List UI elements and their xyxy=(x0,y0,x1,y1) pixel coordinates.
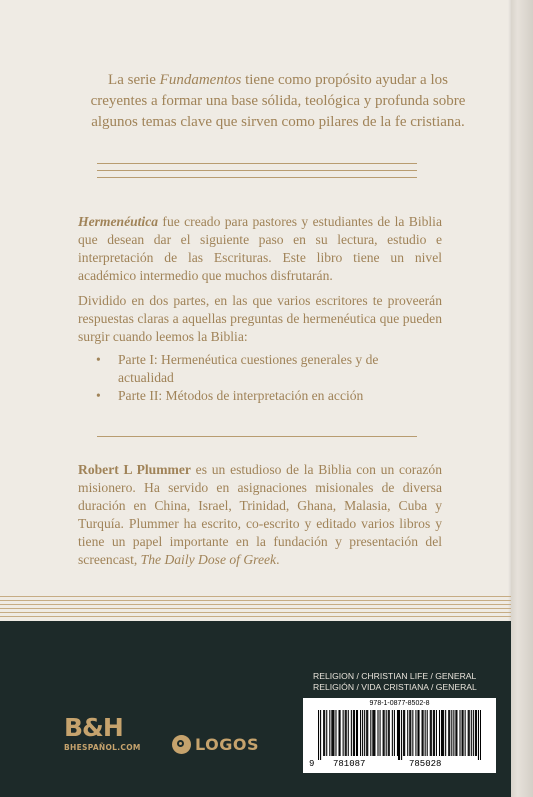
barcode-bar xyxy=(471,710,472,756)
description-text: fue creado para pastores y estudiantes de la Biblia que desean dar el siguiente paso en su lectura, estudio e interpretación de las Escrituras. Este libro tiene un nivel académico intermedio que muchos disfrutarán. xyxy=(78,214,442,283)
book-spine xyxy=(511,0,533,797)
author-name: Robert L Plummer xyxy=(78,462,191,477)
barcode-bar xyxy=(324,710,325,756)
barcode-bar xyxy=(403,710,404,756)
barcode-bar xyxy=(348,710,349,756)
barcode-bar xyxy=(436,710,437,756)
barcode-bar xyxy=(448,710,449,756)
barcode-bar xyxy=(473,710,474,756)
barcode-bar xyxy=(353,710,354,756)
author-paragraph xyxy=(78,461,442,569)
barcode-bar xyxy=(430,710,431,756)
barcode-bar xyxy=(401,710,402,760)
series-name: Fundamentos xyxy=(159,72,242,88)
list-item xyxy=(96,351,436,387)
barcode-bar xyxy=(407,710,408,756)
bh-publisher-logo xyxy=(64,713,141,752)
barcode-bar xyxy=(367,710,368,756)
barcode-bar xyxy=(476,710,477,756)
barcode-bar xyxy=(434,710,435,756)
author-bio-text: es un estudioso de la Biblia con un corazón misionero. Ha servido en asignaciones misionales de diversa duración en China, Israel, Trinidad, Ghana, Malasia, Cuba y Turquía. Plummer ha escrito, co-escrito y editado varios libros y tiene un papel importante en la fundación y presentación del screencast, xyxy=(78,462,442,567)
barcode-bar xyxy=(351,710,352,756)
barcode-bar xyxy=(362,710,363,756)
bottom-divider xyxy=(0,596,511,620)
barcode-bar xyxy=(463,710,464,756)
part-one-label: Parte I: Hermenéutica cuestiones generales y de actualidad xyxy=(118,352,379,385)
barcode-bar xyxy=(422,710,423,756)
barcode-bar xyxy=(439,710,440,756)
barcode-bar xyxy=(423,710,424,756)
category-english: RELIGION / CHRISTIAN LIFE / GENERAL xyxy=(313,671,477,681)
barcode-bar xyxy=(370,710,371,756)
barcode-bar xyxy=(468,710,469,756)
barcode-digits-left: 781087 xyxy=(333,759,366,769)
barcode-bar xyxy=(415,710,416,756)
barcode-bars xyxy=(318,710,481,760)
barcode-bar xyxy=(459,710,460,756)
barcode-bar xyxy=(332,710,333,756)
barcode-bar xyxy=(384,710,385,756)
barcode-bar xyxy=(374,710,375,756)
intro-text-start: La serie xyxy=(108,72,160,88)
barcode-bar xyxy=(431,710,432,756)
bh-logo-mark: B&H xyxy=(64,713,123,742)
barcode-bar xyxy=(326,710,327,756)
barcode-bar xyxy=(442,710,443,756)
barcode-bar xyxy=(373,710,374,756)
barcode-bar xyxy=(398,710,399,760)
intro-text-end: tiene como propósito ayudar a los creyentes a formar una base sólida, teológica y profunda sobre algunos temas clave que sirven como pilares de la fe cristiana. xyxy=(90,72,466,130)
barcode-bar xyxy=(346,710,347,756)
barcode-bar xyxy=(364,710,365,756)
publisher-website: BHESPAÑOL.COM xyxy=(64,743,141,752)
barcode-bar xyxy=(377,710,378,756)
barcode-bar xyxy=(412,710,413,756)
part-two-label: Parte II: Métodos de interpretación en acción xyxy=(118,388,364,403)
logos-wordmark: LOGOS xyxy=(195,734,259,754)
series-intro xyxy=(78,70,478,133)
barcode-bar xyxy=(451,710,452,756)
barcode-bar xyxy=(320,710,321,760)
divider-top-3 xyxy=(97,177,417,178)
barcode-bar xyxy=(333,710,334,756)
barcode-bar xyxy=(465,710,466,756)
barcode-digits-right: 785028 xyxy=(409,759,442,769)
barcode-bar xyxy=(323,710,324,756)
barcode-bar xyxy=(409,710,410,756)
barcode-bar xyxy=(340,710,341,756)
barcode-bar xyxy=(360,710,361,756)
author-bio-end: . xyxy=(276,552,280,567)
barcode-bar xyxy=(339,710,340,756)
isbn-number: 978-1-0877-8502-8 xyxy=(369,700,430,707)
parts-intro xyxy=(78,292,442,346)
barcode-bar xyxy=(386,710,387,756)
barcode-digit-lead: 9 xyxy=(309,759,315,769)
parts-intro-text: Dividido en dos partes, en las que varios escritores te proveerán respuestas claras a aquellas preguntas de hermenéutica que pueden surgir cuando leemos la Biblia: xyxy=(78,293,442,344)
barcode-bar xyxy=(453,710,454,756)
isbn-barcode xyxy=(303,698,496,773)
barcode-bar xyxy=(417,710,418,756)
barcode-bar xyxy=(425,710,426,756)
barcode-bar xyxy=(345,710,346,756)
barcode-bar xyxy=(388,710,389,756)
barcode-bar xyxy=(356,710,357,756)
barcode-bar xyxy=(410,710,411,756)
screencast-title: The Daily Dose of Greek xyxy=(140,552,277,567)
barcode-bar xyxy=(329,710,330,756)
barcode-bar xyxy=(462,710,463,756)
parts-list xyxy=(96,351,436,405)
barcode-bar xyxy=(372,710,373,756)
barcode-bar xyxy=(427,710,428,756)
barcode-bar xyxy=(455,710,456,756)
bisac-categories xyxy=(313,671,493,692)
barcode-bar xyxy=(404,710,405,756)
barcode-bar xyxy=(475,710,476,756)
barcode-bar xyxy=(380,710,381,756)
barcode-bar xyxy=(441,710,442,756)
barcode-bar xyxy=(478,710,479,760)
book-description xyxy=(78,213,442,285)
barcode-bar xyxy=(456,710,457,756)
barcode-bar xyxy=(383,710,384,756)
divider-top-2 xyxy=(97,170,417,171)
barcode-bar xyxy=(366,710,367,756)
barcode-bar xyxy=(394,710,395,756)
category-spanish: RELIGIÓN / VIDA CRISTIANA / GENERAL xyxy=(313,681,477,692)
bullet-icon: • xyxy=(96,352,101,367)
list-item xyxy=(96,387,436,405)
logos-icon xyxy=(172,735,191,754)
logos-logo xyxy=(172,733,259,755)
divider-top-1 xyxy=(97,163,417,164)
barcode-bar xyxy=(331,710,332,756)
barcode-bar xyxy=(354,710,355,756)
barcode-bar xyxy=(443,710,444,756)
divider-middle xyxy=(97,436,417,437)
description-paragraph xyxy=(78,213,442,285)
barcode-bar xyxy=(433,710,434,756)
barcode-bar xyxy=(318,710,319,760)
barcode-bar xyxy=(397,710,398,756)
barcode-bar xyxy=(399,710,400,760)
barcode-bar xyxy=(445,710,446,756)
author-bio xyxy=(78,461,442,569)
barcode-bar xyxy=(480,710,481,760)
barcode-bar xyxy=(449,710,450,756)
barcode-bar xyxy=(418,710,419,756)
barcode-bar xyxy=(357,710,358,756)
barcode-bar xyxy=(469,710,470,756)
barcode-bar xyxy=(343,710,344,756)
barcode-bar xyxy=(389,710,390,756)
barcode-bar xyxy=(392,710,393,756)
barcode-bar xyxy=(335,710,336,756)
book-title: Hermenéutica xyxy=(78,214,159,229)
bullet-icon: • xyxy=(96,388,101,403)
